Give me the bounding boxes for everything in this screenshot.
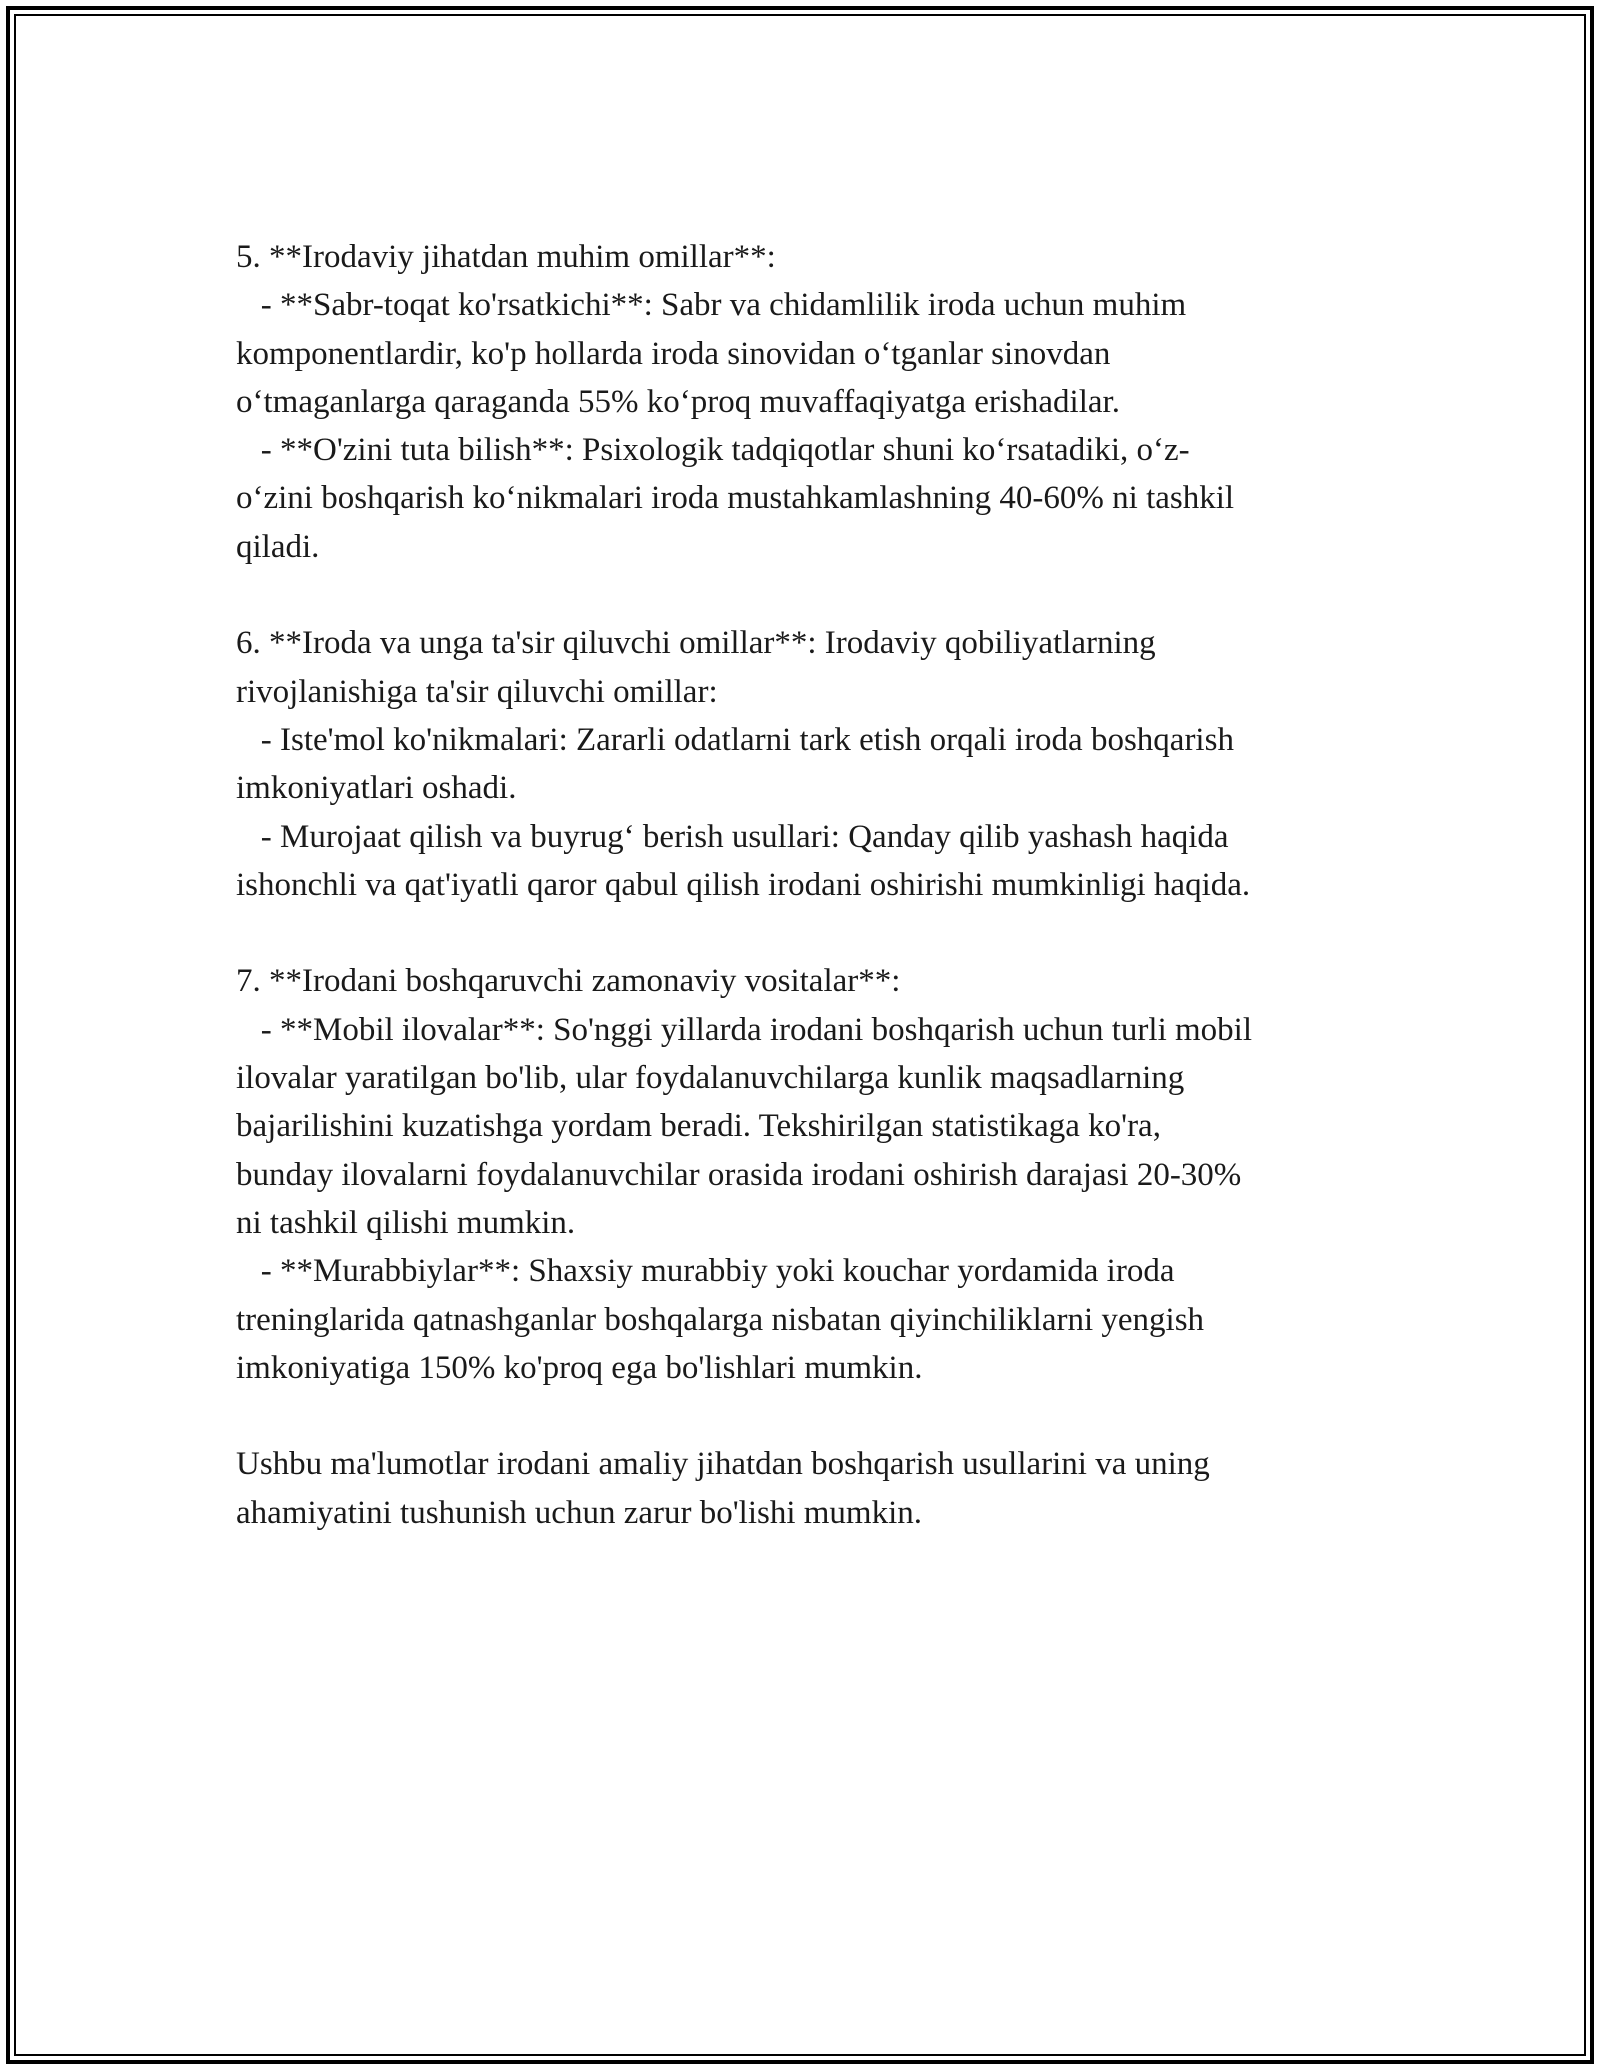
paragraph-gap (236, 1392, 1386, 1440)
section-6-heading: 6. **Iroda va unga ta'sir qiluvchi omillar**: Irodaviy qobiliyatlarning (236, 625, 1156, 662)
section-5-item-1-cont: komponentlardir, ko'p hollarda iroda sinovidan o‘tganlar sinovdan (236, 335, 1111, 372)
section-6-item-1: - Iste'mol ko'nikmalari: Zararli odatlarni tark etish orqali iroda boshqarish (236, 721, 1234, 758)
section-5-item-2-cont: qiladi. (236, 528, 320, 565)
section-7-heading: 7. **Irodani boshqaruvchi zamonaviy vositalar**: (236, 963, 901, 1000)
section-6-item-2: - Murojaat qilish va buyrug‘ berish usullari: Qanday qilib yashash haqida (236, 818, 1229, 855)
section-6-item-2-cont: ishonchli va qat'iyatli qaror qabul qilish irodani oshirishi mumkinligi haqida. (236, 866, 1251, 903)
section-7-item-2: - **Murabbiylar**: Shaxsiy murabbiy yoki kouchar yordamida iroda (236, 1253, 1175, 1290)
conclusion-paragraph: Ushbu ma'lumotlar irodani amaliy jihatdan boshqarish usullarini va uning (236, 1446, 1210, 1483)
section-7-item-1-cont: bunday ilovalarni foydalanuvchilar orasida irodani oshirish darajasi 20-30% (236, 1156, 1242, 1193)
section-7-item-1-cont: ilovalar yaratilgan bo'lib, ular foydalanuvchilarga kunlik maqsadlarning (236, 1060, 1185, 1097)
conclusion-paragraph-cont: ahamiyatini tushunish uchun zarur bo'lishi mumkin. (236, 1494, 923, 1531)
paragraph-gap (236, 909, 1386, 957)
section-5-heading: 5. **Irodaviy jihatdan muhim omillar**: (236, 239, 776, 275)
section-5-item-2-cont: o‘zini boshqarish ko‘nikmalari iroda mustahkamlashning 40-60% ni tashkil (236, 480, 1235, 517)
paragraph-gap (236, 571, 1386, 619)
section-6-item-1-cont: imkoniyatlari oshadi. (236, 770, 517, 807)
section-7-item-2-cont: treninglarida qatnashganlar boshqalarga nisbatan qiyinchiliklarni yengish (236, 1301, 1205, 1338)
section-5-item-2: - **O'zini tuta bilish**: Psixologik tadqiqotlar shuni ko‘rsatadiki, o‘z- (236, 432, 1190, 469)
document-body (236, 233, 1386, 1537)
section-6-heading-cont: rivojlanishiga ta'sir qiluvchi omillar: (236, 673, 718, 710)
section-5-item-1-cont: o‘tmaganlarga qaraganda 55% ko‘proq muvaffaqiyatga erishadilar. (236, 383, 1120, 420)
section-5-item-1: - **Sabr-toqat ko'rsatkichi**: Sabr va chidamlilik iroda uchun muhim (236, 287, 1187, 324)
section-7-item-1: - **Mobil ilovalar**: So'nggi yillarda irodani boshqarish uchun turli mobil (236, 1011, 1252, 1048)
section-7-item-2-cont: imkoniyatiga 150% ko'proq ega bo'lishlari mumkin. (236, 1349, 923, 1386)
section-7-item-1-cont: bajarilishini kuzatishga yordam beradi. Tekshirilgan statistikaga ko'ra, (236, 1108, 1161, 1145)
section-7-item-1-cont: ni tashkil qilishi mumkin. (236, 1204, 576, 1241)
